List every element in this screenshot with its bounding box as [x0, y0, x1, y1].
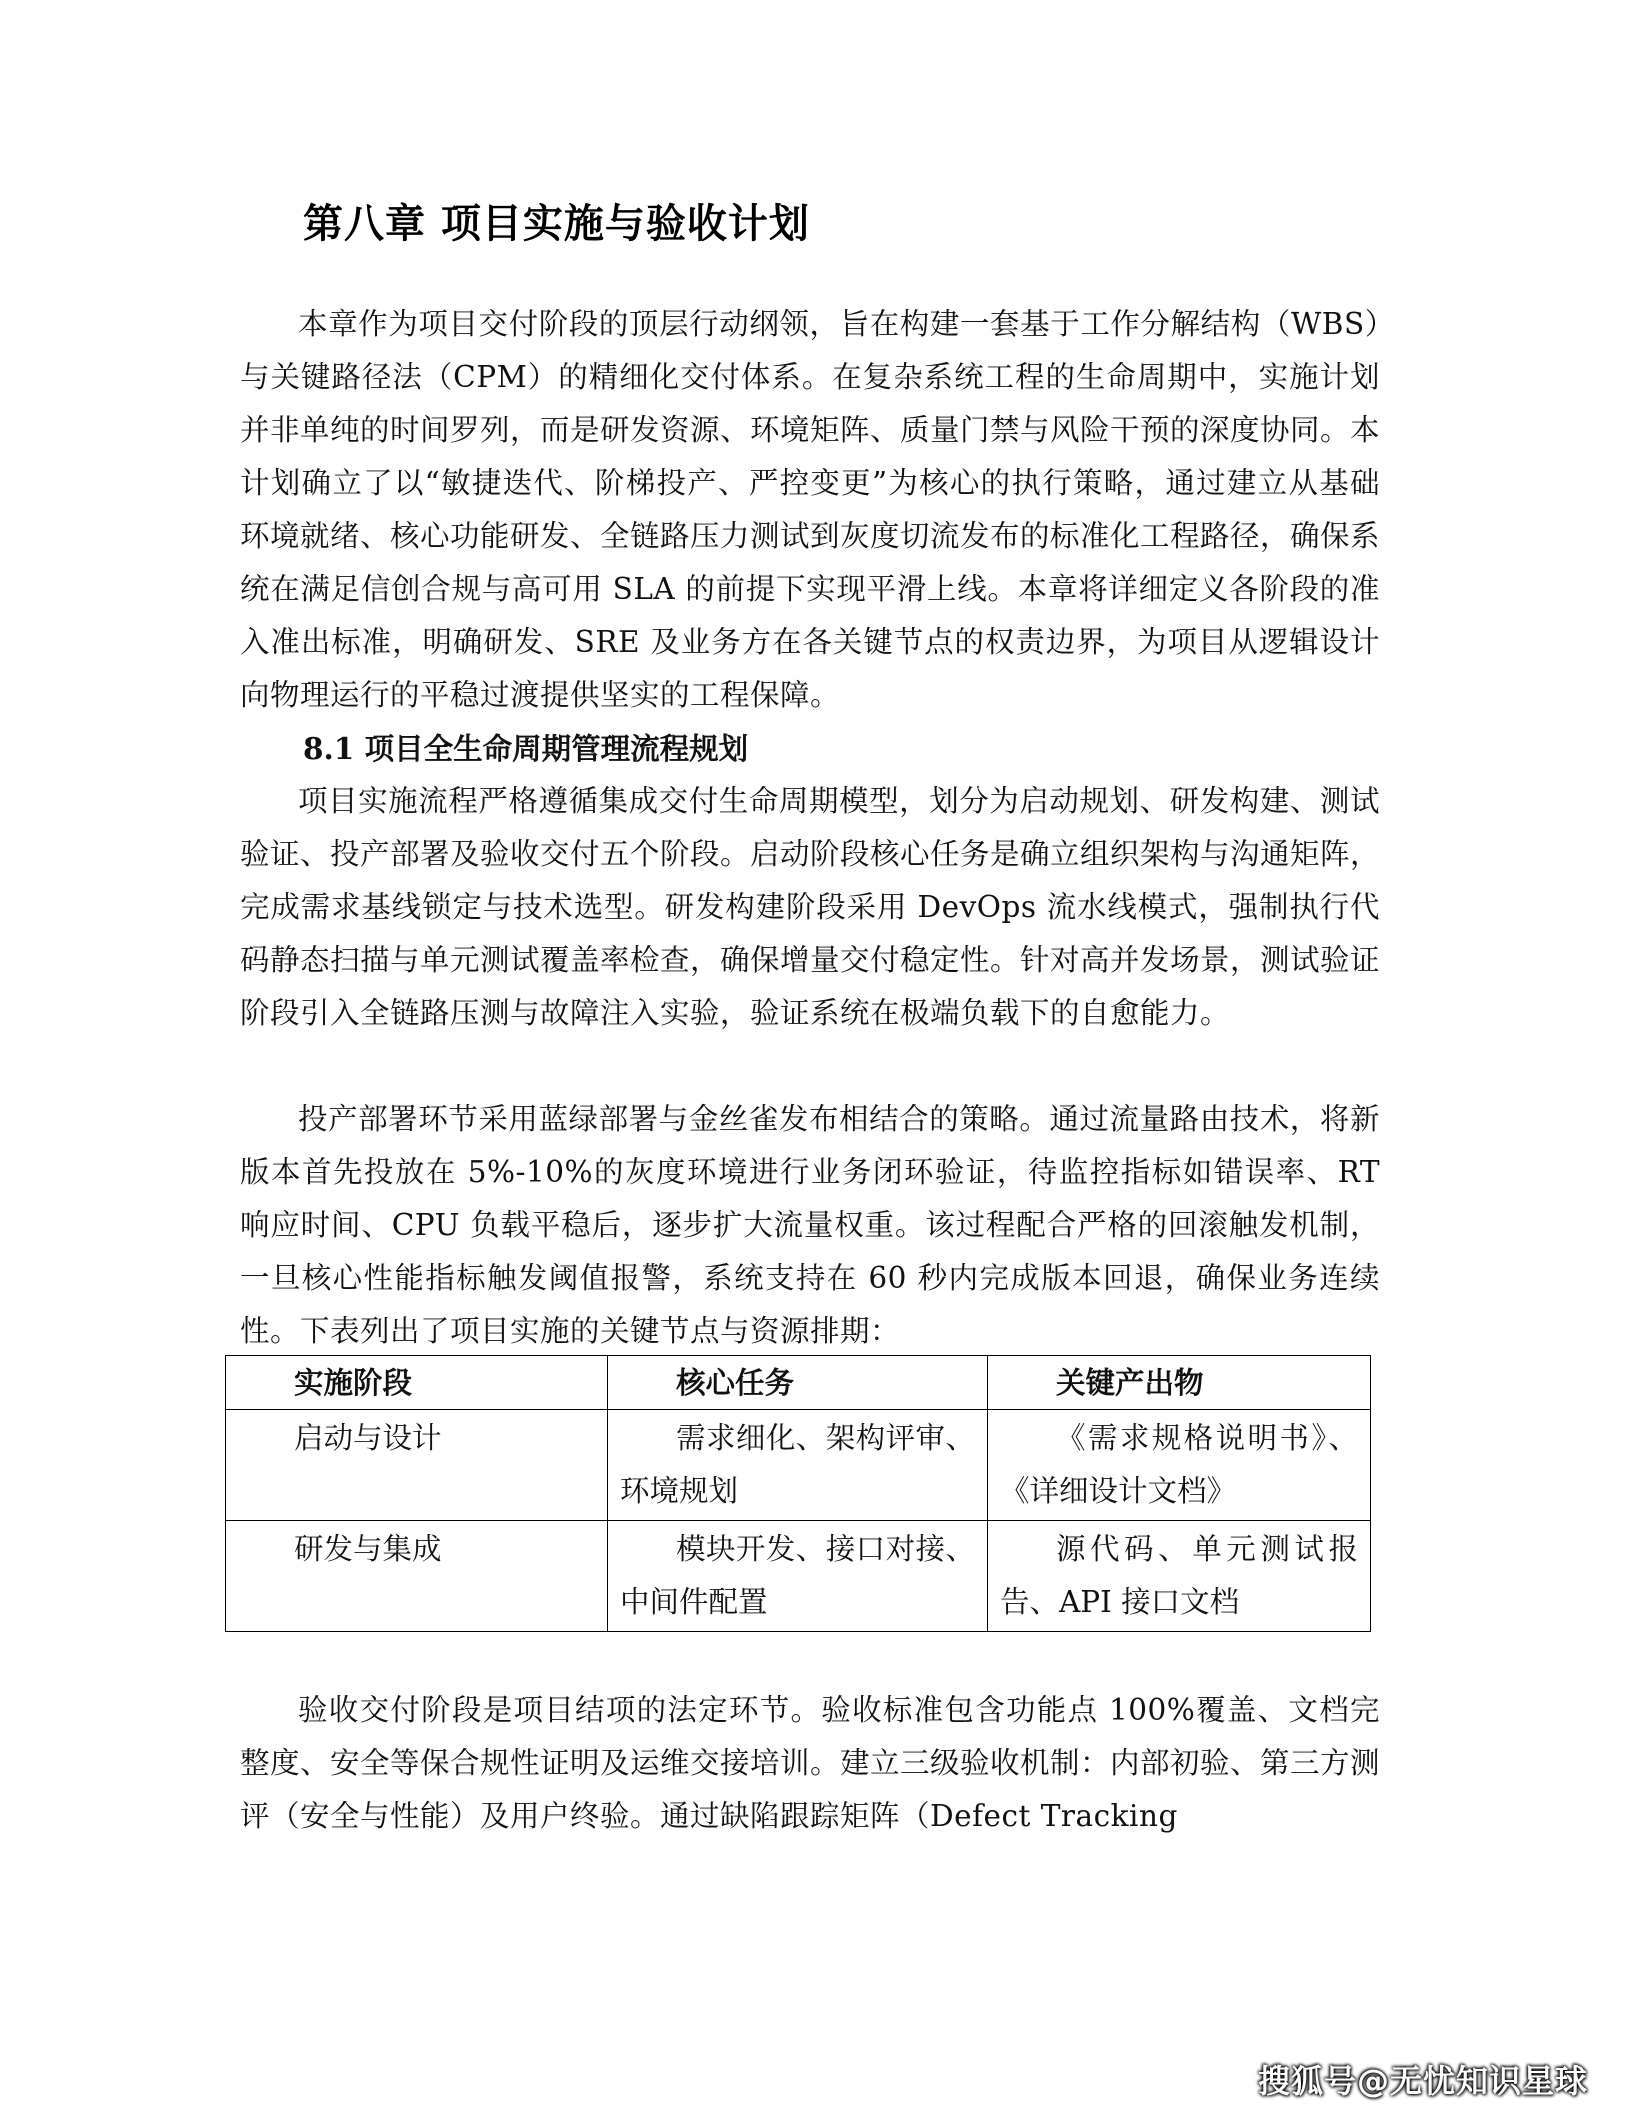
table-cell: 启动与设计 — [226, 1410, 608, 1521]
watermark: 搜狐号@无忧知识星球 — [1257, 2062, 1588, 2100]
table-row — [226, 1410, 1371, 1521]
intro-paragraph: 本章作为项目交付阶段的顶层行动纲领，旨在构建一套基于工作分解结构（WBS）与关键路径法（CPM）的精细化交付体系。在复杂系统工程的生命周期中，实施计划并非单纯的时间罗列，而是研发资源、环境矩阵、质量门禁与风险干预的深度协同。本计划确立了以“敏捷迭代、阶梯投产、严控变更”为核心的执行策略，通过建立从基础环境就绪、核心功能研发、全链路压力测试到灰度切流发布的标准化工程路径，确保系统在满足信创合规与高可用 SLA 的前提下实现平滑上线。本章将详细定义各阶段的准入准出标准，明确研发、SRE 及业务方在各关键节点的权责边界，为项目从逻辑设计向物理运行的平稳过渡提供坚实的工程保障。 — [240, 307, 1381, 712]
section-heading: 8.1 项目全生命周期管理流程规划 — [303, 731, 749, 766]
lifecycle-paragraph: 项目实施流程严格遵循集成交付生命周期模型，划分为启动规划、研发构建、测试验证、投产部署及验收交付五个阶段。启动阶段核心任务是确立组织架构与沟通矩阵，完成需求基线锁定与技术选型。研发构建阶段采用 DevOps 流水线模式，强制执行代码静态扫描与单元测试覆盖率检查，确保增量交付稳定性。针对高并发场景，测试验证阶段引入全链路压测与故障注入实验，验证系统在极端负载下的自愈能力。 — [240, 784, 1381, 1030]
milestone-table — [225, 1355, 1371, 1632]
table-cell: 需求细化、架构评审、环境规划 — [608, 1410, 988, 1521]
header-cell-output: 关键产出物 — [988, 1356, 1371, 1410]
table-cell: 源代码、单元测试报告、API 接口文档 — [988, 1521, 1371, 1632]
acceptance-paragraph: 验收交付阶段是项目结项的法定环节。验收标准包含功能点 100%覆盖、文档完整度、安全等保合规性证明及运维交接培训。建立三级验收机制：内部初验、第三方测评（安全与性能）及用户终验。通过缺陷跟踪矩阵（Defect Tracking — [240, 1693, 1381, 1833]
table-cell: 模块开发、接口对接、中间件配置 — [608, 1521, 988, 1632]
deployment-paragraph: 投产部署环节采用蓝绿部署与金丝雀发布相结合的策略。通过流量路由技术，将新版本首先投放在 5%-10%的灰度环境进行业务闭环验证，待监控指标如错误率、RT 响应时间、CPU 负载平稳后，逐步扩大流量权重。该过程配合严格的回滚触发机制，一旦核心性能指标触发阈值报警，系统支持在 60 秒内完成版本回退，确保业务连续性。下表列出了项目实施的关键节点与资源排期： — [240, 1102, 1380, 1348]
chapter-title: 第八章 项目实施与验收计划 — [303, 201, 810, 247]
table-cell: 研发与集成 — [226, 1521, 608, 1632]
header-cell-task: 核心任务 — [608, 1356, 988, 1410]
header-cell-phase: 实施阶段 — [226, 1356, 608, 1410]
table-row — [226, 1521, 1371, 1632]
table-cell: 《需求规格说明书》、《详细设计文档》 — [988, 1410, 1371, 1521]
table-header-row — [226, 1356, 1371, 1410]
